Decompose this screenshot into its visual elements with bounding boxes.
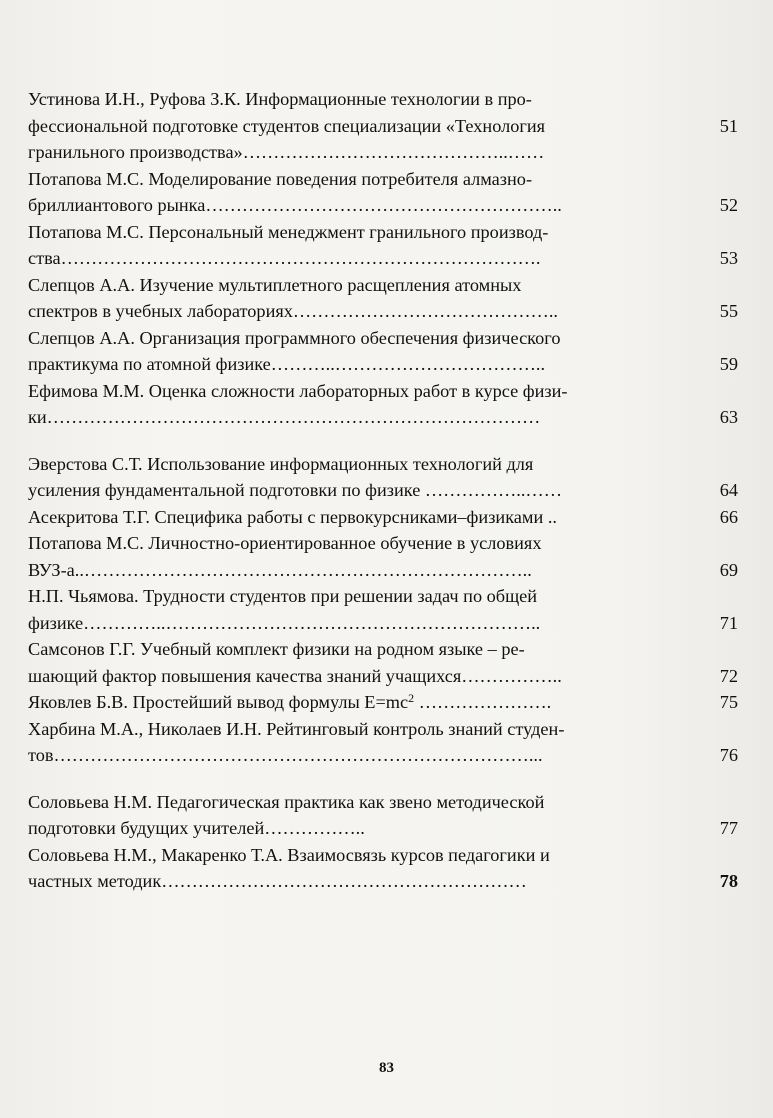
toc-page-number: 52 xyxy=(719,195,738,215)
toc-entry[interactable] xyxy=(28,86,738,166)
toc-page-number: 53 xyxy=(719,248,738,268)
toc-entry[interactable] xyxy=(28,789,738,842)
toc-entry-line: Устинова И.Н., Руфова З.К. Информационные технологии в про- xyxy=(28,89,532,109)
toc-entry[interactable] xyxy=(28,272,738,325)
toc-entry-title xyxy=(28,86,738,166)
toc-entry-line: ки……………………………………………………………………… xyxy=(28,407,541,427)
toc-entry-title xyxy=(28,842,738,895)
toc-entry-line: Потапова М.С. Персональный менеджмент гранильного производ- xyxy=(28,221,549,242)
toc-entry-title xyxy=(28,530,738,583)
toc-entry-title xyxy=(28,272,738,325)
toc-entry[interactable] xyxy=(28,636,738,689)
toc-entry-line: усиления фундаментальной подготовки по физике ……………..…… xyxy=(28,480,562,500)
section-gap xyxy=(28,431,738,451)
toc-entry-line: Ефимова М.М. Оценка сложности лабораторных работ в курсе физи- xyxy=(28,380,568,401)
toc-entry-line: практикума по атомной физике………..…………………………….. xyxy=(28,354,546,374)
toc-entry[interactable] xyxy=(28,530,738,583)
toc-entry[interactable] xyxy=(28,166,738,219)
table-of-contents xyxy=(28,86,738,895)
toc-page-number: 64 xyxy=(719,480,738,500)
toc-entry-line: гранильного производства»……………………………………..…… xyxy=(28,142,545,162)
toc-page-number: 69 xyxy=(719,559,738,580)
toc-entry-line: шающий фактор повышения качества знаний учащихся…………….. xyxy=(28,665,562,686)
toc-entry-title xyxy=(28,716,738,769)
toc-page-number: 75 xyxy=(719,692,738,712)
toc-entry[interactable] xyxy=(28,378,738,431)
toc-page-number: 72 xyxy=(719,665,738,686)
toc-entry-line: Соловьева Н.М., Макаренко Т.А. Взаимосвязь курсов педагогики и xyxy=(28,844,550,865)
toc-entry-line: Яковлев Б.В. Простейший вывод формулы $E=mc^2$ …………………. xyxy=(28,691,552,712)
toc-entry-line: бриллиантового рынка………………………………………………….. xyxy=(28,195,562,215)
toc-entry-line: тов……………………………………………………………………... xyxy=(28,745,543,765)
toc-entry-line: физике…………..…………………………………………………….. xyxy=(28,612,541,633)
toc-entry[interactable] xyxy=(28,219,738,272)
toc-entry[interactable] xyxy=(28,842,738,895)
toc-page-number: 63 xyxy=(719,407,738,427)
toc-entry-line: Соловьева Н.М. Педагогическая практика как звено методической xyxy=(28,791,545,812)
toc-entry-title xyxy=(28,166,738,219)
toc-entry-line: ства……………………………………………………………………. xyxy=(28,248,541,268)
toc-page-number: 59 xyxy=(719,354,738,374)
toc-page-number: 66 xyxy=(719,506,738,527)
toc-entry-line: подготовки будущих учителей…………….. xyxy=(28,818,365,838)
toc-entry-line: ВУЗ-а..……………………………………………………………….. xyxy=(28,559,532,580)
section-gap xyxy=(28,769,738,789)
toc-entry-title xyxy=(28,636,738,689)
toc-entry-title xyxy=(28,689,738,716)
toc-entry-line: спектров в учебных лабораториях…………………………………….. xyxy=(28,301,558,321)
toc-entry[interactable] xyxy=(28,583,738,636)
toc-entry-title xyxy=(28,325,738,378)
toc-page-number: 71 xyxy=(719,612,738,633)
toc-entry-line: Потапова М.С. Личностно-ориентированное обучение в условиях xyxy=(28,533,542,553)
toc-page-number: 51 xyxy=(719,115,738,136)
toc-page-number: 55 xyxy=(719,301,738,321)
toc-entry-line: Слепцов А.А. Организация программного обеспечения физического xyxy=(28,327,561,348)
toc-entry-line: Потапова М.С. Моделирование поведения потребителя алмазно- xyxy=(28,168,533,189)
toc-entry-line: Харбина М.А., Николаев И.Н. Рейтинговый контроль знаний студен- xyxy=(28,718,565,739)
toc-entry-line: частных методик…………………………………………………… xyxy=(28,871,527,891)
toc-entry[interactable] xyxy=(28,689,738,716)
toc-entry[interactable] xyxy=(28,504,738,531)
toc-entry[interactable] xyxy=(28,325,738,378)
toc-page-number: 78 xyxy=(719,871,738,891)
toc-entry-title xyxy=(28,789,738,842)
toc-entry-line: Слепцов А.А. Изучение мультиплетного расщепления атомных xyxy=(28,274,522,295)
toc-entry-title xyxy=(28,504,738,531)
toc-entry-title xyxy=(28,378,738,431)
toc-page-number: 77 xyxy=(719,818,738,838)
toc-entry-title xyxy=(28,219,738,272)
toc-entry-line: Самсонов Г.Г. Учебный комплект физики на родном языке – ре- xyxy=(28,639,525,659)
toc-entry-line: фессиональной подготовке студентов специализации «Технология xyxy=(28,115,546,136)
toc-page-number: 76 xyxy=(719,745,738,765)
toc-entry-line: Эверстова С.Т. Использование информационных технологий для xyxy=(28,453,534,474)
toc-entry-title xyxy=(28,451,738,504)
toc-entry-line: Н.П. Чьямова. Трудности студентов при решении задач по общей xyxy=(28,586,538,606)
toc-entry[interactable] xyxy=(28,451,738,504)
toc-entry-title xyxy=(28,583,738,636)
page-number: 83 xyxy=(379,1060,394,1076)
toc-entry[interactable] xyxy=(28,716,738,769)
toc-entry-line: Асекритова Т.Г. Специфика работы с первокурсниками–физиками .. xyxy=(28,506,557,527)
